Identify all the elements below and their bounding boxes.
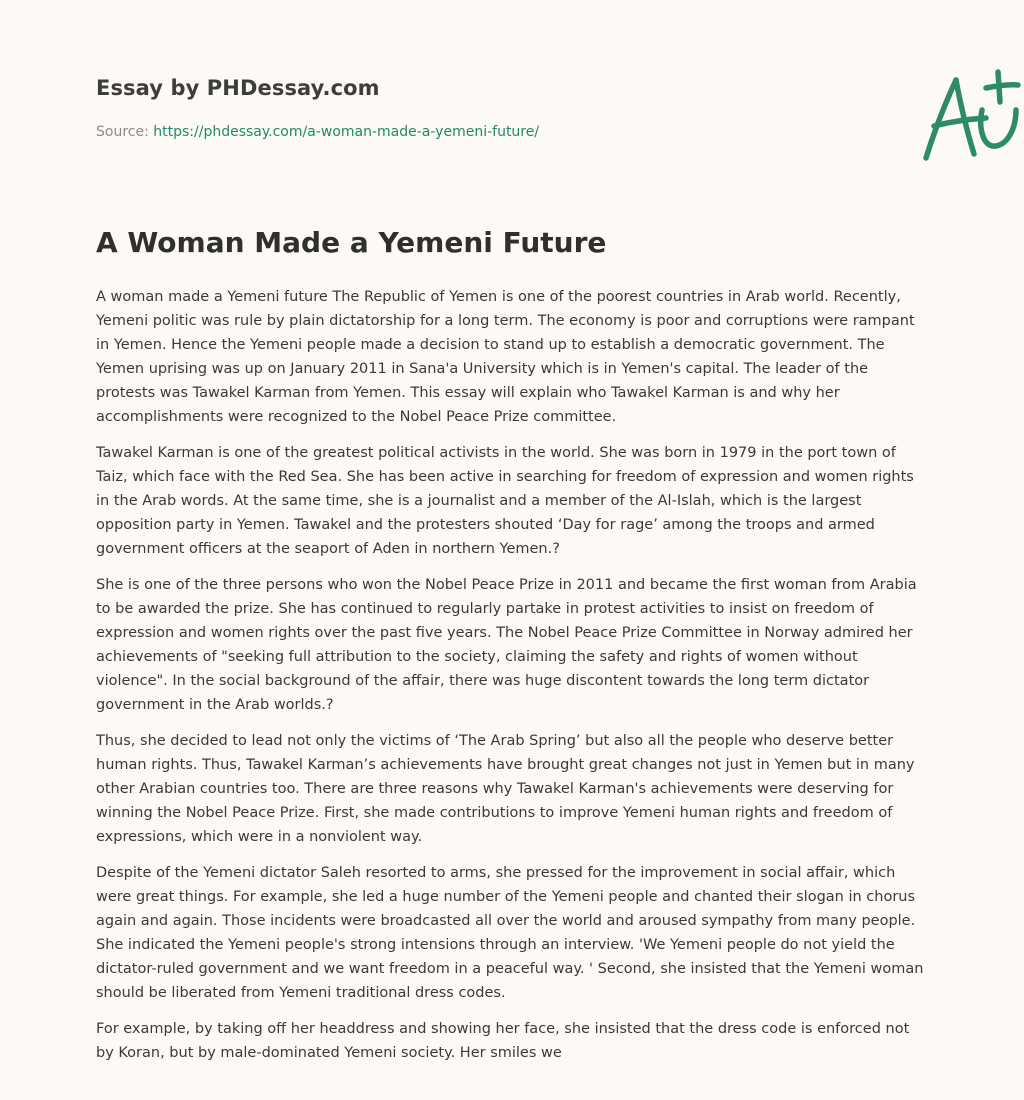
essay-paragraph: Tawakel Karman is one of the greatest political activists in the world. She was born in 1979 in the port town of Taiz, which face with the Red Sea. She has been active in searching for freedom of expression and women rights in the Arab words. At the same time, she is a journalist and a member of the Al-Islah, which is the largest opposition party in Yemen. Tawakel and the protesters shouted ‘Day for rage’ among the troops and armed government officers at the seaport of Aden in northern Yemen.? (96, 445, 914, 557)
source-label: Source: (96, 124, 149, 140)
essay-body (96, 285, 930, 1077)
site-brand: Essay by PHDessay.com (96, 76, 380, 100)
source-line (96, 124, 539, 140)
essay-title: A Woman Made a Yemeni Future (96, 226, 607, 259)
source-link[interactable]: https://phdessay.com/a-woman-made-a-yemeni-future/ (153, 124, 540, 140)
essay-paragraph: A woman made a Yemeni future The Republic of Yemen is one of the poorest countries in Arab world. Recently, Yemeni politic was rule by plain dictatorship for a long term. The economy is poor and corruptions were rampant in Yemen. Hence the Yemeni people made a decision to stand up to establish a democratic government. The Yemen uprising was up on January 2011 in Sana'a University which is in Yemen's capital. The leader of the protests was Tawakel Karman from Yemen. This essay will explain who Tawakel Karman is and why her accomplishments were recognized to the Nobel Peace Prize committee. (96, 289, 915, 425)
essay-paragraph: For example, by taking off her headdress and showing her face, she insisted that the dress code is enforced not by Koran, but by male-dominated Yemeni society. Her smiles we (96, 1021, 910, 1061)
a-plus-grade-icon (920, 66, 1024, 166)
essay-paragraph: She is one of the three persons who won the Nobel Peace Prize in 2011 and became the first woman from Arabia to be awarded the prize. She has continued to regularly partake in protest activities to insist on freedom of expression and women rights over the past five years. The Nobel Peace Prize Committee in Norway admired her achievements of "seeking full attribution to the society, claiming the safety and rights of women without violence". In the social background of the affair, there was huge discontent towards the long term dictator government in the Arab worlds.? (96, 577, 917, 713)
essay-paragraph: Thus, she decided to lead not only the victims of ‘The Arab Spring’ but also all the people who deserve better human rights. Thus, Tawakel Karman’s achievements have brought great changes not just in Yemen but in many other Arabian countries too. There are three reasons why Tawakel Karman's achievements were deserving for winning the Nobel Peace Prize. First, she made contributions to improve Yemeni human rights and freedom of expressions, which were in a nonviolent way. (96, 733, 915, 845)
essay-paragraph: Despite of the Yemeni dictator Saleh resorted to arms, she pressed for the improvement in social affair, which were great things. For example, she led a huge number of the Yemeni people and chanted their slogan in chorus again and again. Those incidents were broadcasted all over the world and aroused sympathy from many people. She indicated the Yemeni people's strong intensions through an interview. 'We Yemeni people do not yield the dictator-ruled government and we want freedom in a peaceful way. ' Second, she insisted that the Yemeni woman should be liberated from Yemeni traditional dress codes. (96, 865, 924, 1001)
